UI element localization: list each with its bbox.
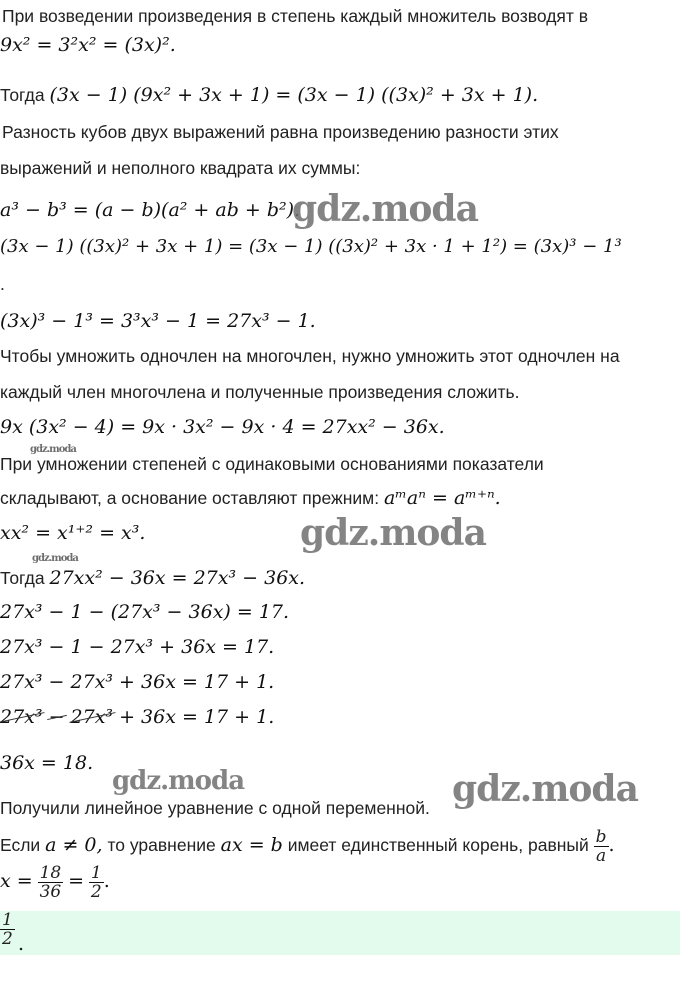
answer-box: $\frac{1}{2}$ . xyxy=(0,911,680,955)
answer-fraction xyxy=(0,911,15,948)
cancelled-term: 27x³ xyxy=(70,706,114,728)
numerator: 18 xyxy=(39,864,62,883)
numerator: 1 xyxy=(90,864,102,883)
watermark-logo-small: gdz.moda xyxy=(30,444,76,455)
denominator: 36 xyxy=(39,882,62,902)
text-fragment: имеет единственный корень, равный xyxy=(287,835,589,856)
math-row: Если a ≠ 0, то уравнение ax = b имеет единственный корень, равный $\frac{b}{a}$ . xyxy=(0,827,615,866)
math-line: 27x³ − 1 − (27x³ − 36x) = 17. xyxy=(0,601,290,623)
text-fragment: складывают, а основание оставляют прежним: xyxy=(0,488,380,508)
text-line: Получили линейное уравнение с одной переменной. xyxy=(0,798,430,818)
math-fragment: + 36x = 17 + 1. xyxy=(119,706,275,728)
math-line: 9x² = 3²x² = (3x)². xyxy=(0,34,176,56)
watermark-logo: gdz.moda xyxy=(300,512,486,554)
math-fragment: ax = b xyxy=(220,834,283,857)
math-line: a³ − b³ = (a − b)(a² + ab + b²). xyxy=(0,199,301,221)
math-line: 9x (3x² − 4) = 9x · 3x² − 9x · 4 = 27xx² − 36x. xyxy=(0,416,445,438)
text-line: . xyxy=(0,274,5,294)
cancelled-minus: − xyxy=(48,706,65,728)
math-fragment: aᵐaⁿ = aᵐ⁺ⁿ. xyxy=(383,487,501,509)
math-fragment: 27xx² − 36x = 27x³ − 36x. xyxy=(49,567,306,589)
math-line: 27x³ − 27x³ + 36x = 17 + 1. xyxy=(0,671,275,693)
math-fragment: x = xyxy=(0,870,33,893)
text-fragment: Тогда xyxy=(0,85,45,105)
denominator: a xyxy=(596,846,607,866)
math-row xyxy=(0,487,501,509)
math-line: xx² = x¹⁺² = x³. xyxy=(0,522,146,544)
math-line-cancelled xyxy=(0,706,274,728)
watermark-logo: gdz.moda xyxy=(112,766,245,796)
math-line: 27x³ − 1 − 27x³ + 36x = 17. xyxy=(0,636,275,658)
text-line: Разность кубов двух выражений равна произведению разности этих xyxy=(2,122,559,142)
answer-numerator: 1 xyxy=(2,910,13,930)
text-line: выражений и неполного квадрата их суммы: xyxy=(0,158,361,178)
math-line: 36x = 18. xyxy=(0,752,94,774)
numerator: b xyxy=(595,827,607,847)
math-line: (3x)³ − 1³ = 3³x³ − 1 = 27x³ − 1. xyxy=(0,310,316,332)
fraction xyxy=(594,828,609,865)
text-fragment: то уравнение xyxy=(107,835,216,856)
math-fragment: a ≠ 0, xyxy=(45,834,103,857)
math-row: x = $\frac{18}{36}$ = $\frac{1}{2}$ . xyxy=(0,864,110,902)
watermark-logo: gdz.moda xyxy=(452,768,638,810)
text-line: каждый член многочлена и полученные произведения сложить. xyxy=(0,382,520,402)
text-fragment: Тогда xyxy=(0,568,45,588)
text-fragment: Если xyxy=(0,835,41,856)
cancelled-term: 27x³ xyxy=(0,706,43,728)
fraction xyxy=(89,864,104,901)
text-line: Чтобы умножить одночлен на многочлен, нужно умножить этот одночлен на xyxy=(0,346,620,366)
equals: = xyxy=(68,870,84,893)
math-fragment: (3x − 1) (9x² + 3x + 1) = (3x − 1) ((3x)² + 3x + 1). xyxy=(49,84,539,106)
watermark-logo: gdz.moda xyxy=(292,188,478,230)
text-line: При умножении степеней с одинаковыми основаниями показатели xyxy=(0,454,544,474)
fraction xyxy=(38,864,64,901)
denominator: 2 xyxy=(90,882,102,902)
math-row xyxy=(0,567,305,589)
math-row xyxy=(0,84,538,106)
answer-denominator: 2 xyxy=(2,929,13,949)
math-line: (3x − 1) ((3x)² + 3x + 1) = (3x − 1) ((3x)² + 3x · 1 + 1²) = (3x)³ − 1³ xyxy=(0,236,622,257)
text-line: При возведении произведения в степень каждый множитель возводят в xyxy=(2,6,589,26)
watermark-logo-small: gdz.moda xyxy=(32,553,78,564)
